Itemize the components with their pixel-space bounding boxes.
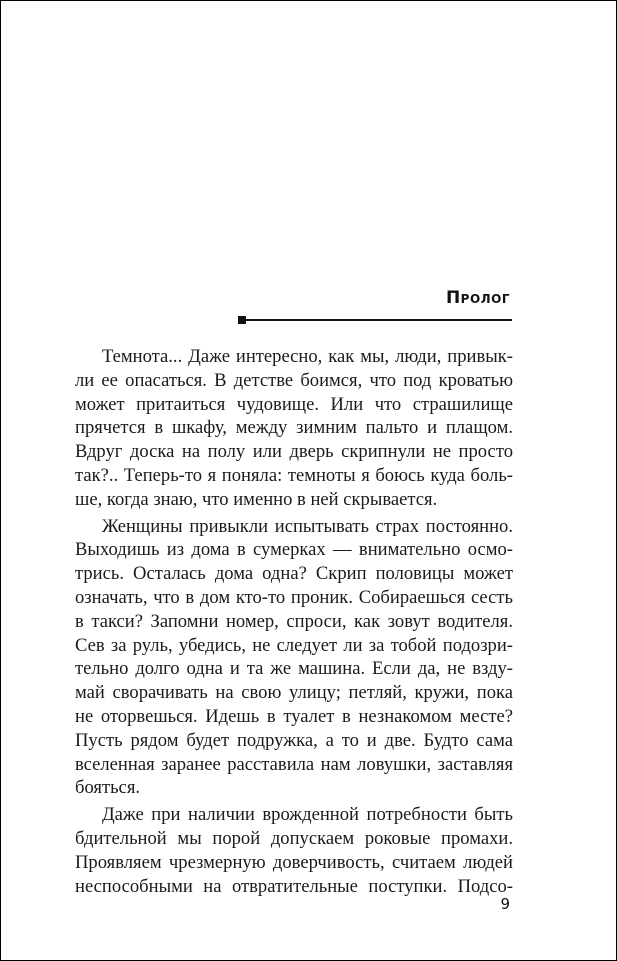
body-text: [75, 345, 513, 898]
text-line: май сворачивать на свою улицу; петляй, кружи, пока: [75, 682, 513, 704]
text-line: прячется в шкафу, между зимним пальто и плащом.: [75, 417, 513, 439]
chapter-title: Пролог: [445, 288, 510, 308]
text-line: Пусть рядом будет подружка, а то и две. Будто сама: [75, 729, 513, 751]
text-line: не оторвешься. Идешь в туалет в незнакомом месте?: [75, 705, 513, 727]
text-line: Сев за руль, убедись, не следует ли за тобой подозри-: [75, 634, 513, 656]
text-line: Женщины привыкли испытывать страх постоянно.: [102, 515, 513, 537]
text-line: вселенная заранее расставила нам ловушки, заставляя: [75, 753, 513, 775]
chapter-rule: [244, 319, 512, 321]
text-line: Темнота... Даже интересно, как мы, люди, привык-: [102, 346, 513, 367]
paragraph-3: [75, 803, 513, 898]
text-line: бдительной мы порой допускаем роковые промахи.: [75, 827, 513, 849]
text-line: означать, что в дом кто-то проник. Собираешься сесть: [75, 586, 513, 608]
rule-square-ornament: [238, 316, 246, 324]
text-line: Выходишь из дома в сумерках — внимательно осмо-: [75, 539, 513, 561]
paragraph-1: [75, 345, 513, 512]
text-line: может притаиться чудовище. Или что страшилище: [75, 393, 513, 415]
text-line: ше, когда знаю, что именно в ней скрывается.: [75, 488, 438, 510]
text-line: трись. Осталась дома одна? Скрип половицы может: [75, 563, 513, 585]
text-line: неспособными на отвратительные поступки. Подсо-: [75, 875, 513, 897]
text-line: в такси? Запомни номер, спроси, как зовут водителя.: [75, 610, 513, 632]
text-line: так?.. Теперь-то я поняла: темноты я боюсь куда боль-: [75, 464, 513, 486]
text-line: Проявляем чрезмерную доверчивость, считаем людей: [75, 851, 513, 873]
page-number: 9: [500, 895, 510, 913]
paragraph-2: [75, 515, 513, 801]
text-line: ли ее опасаться. В детстве боимся, что под кроватью: [75, 369, 513, 391]
text-line: Вдруг доска на полу или дверь скрипнули не просто: [75, 441, 513, 463]
text-line: тельно долго одна и та же машина. Если да, не взду-: [75, 658, 513, 680]
text-line: Даже при наличии врожденной потребности быть: [102, 804, 513, 826]
text-line: бояться.: [75, 777, 141, 799]
